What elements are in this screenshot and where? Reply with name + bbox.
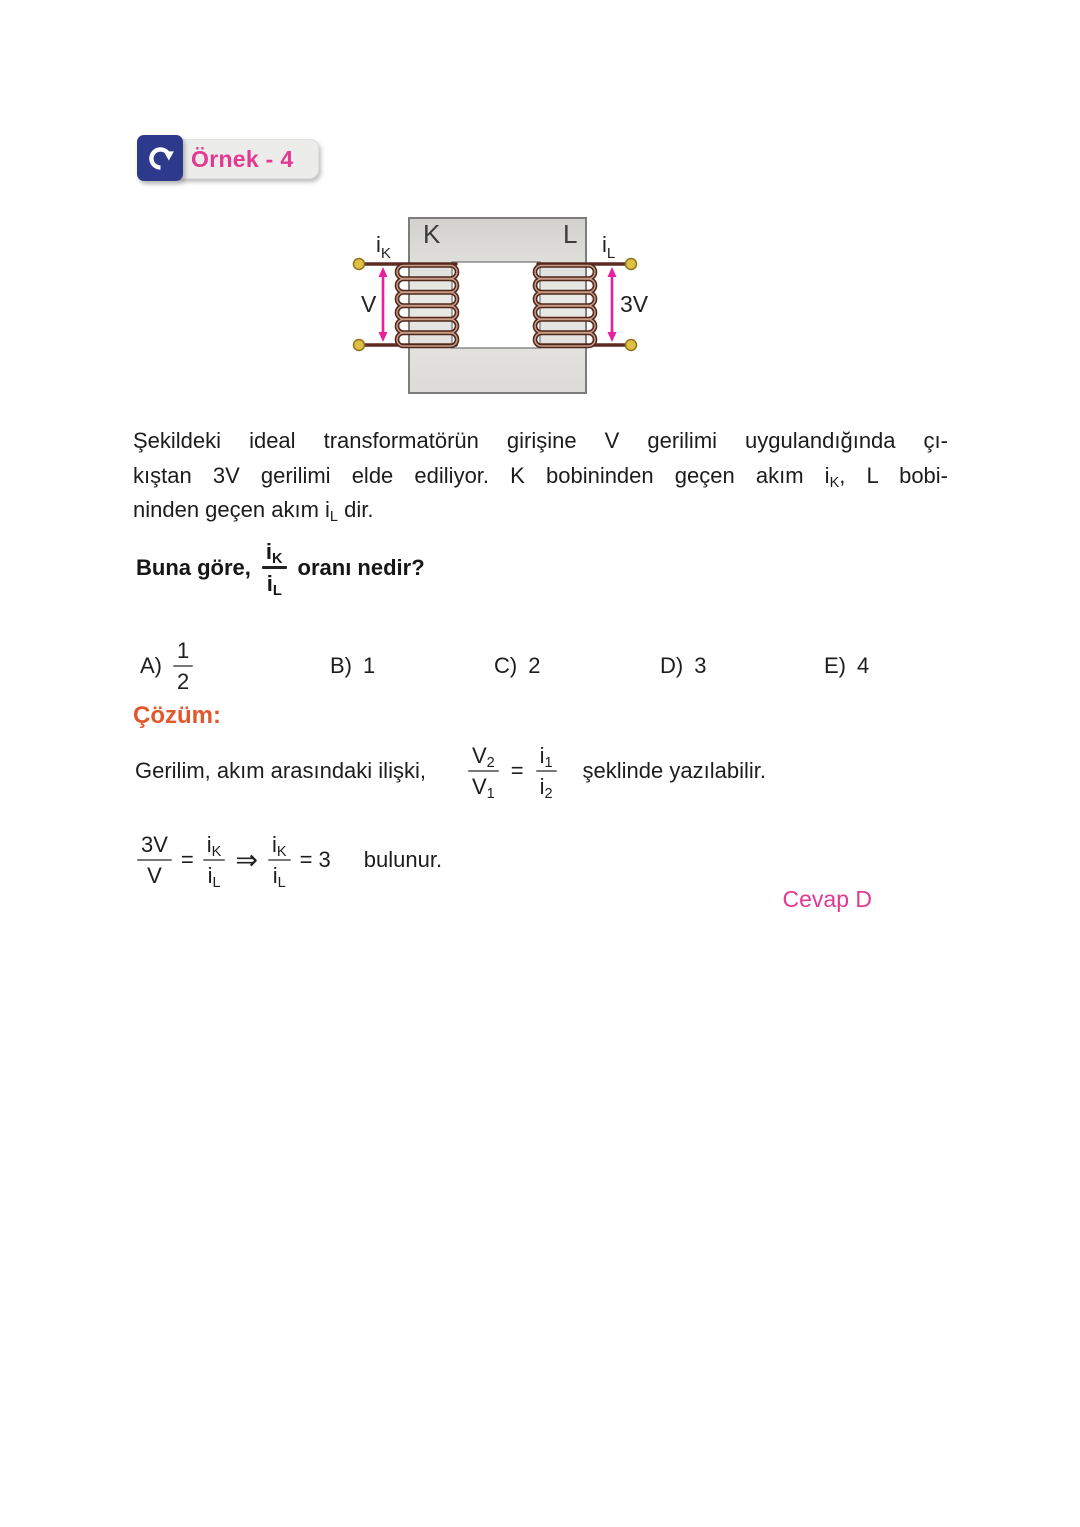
problem-line-1: Şekildeki ideal transformatörün girişine V gerilimi uygulandığında çı-: [133, 428, 948, 453]
option-letter: E): [824, 653, 846, 678]
option-letter: C): [494, 653, 518, 678]
question-suffix: oranı nedir?: [297, 554, 425, 580]
current-label-right: $i_L$: [602, 232, 616, 262]
terminal-dot: [354, 340, 365, 351]
current-label-left: $i_K$: [376, 232, 391, 262]
voltage-arrow-left: [379, 267, 388, 342]
example-badge-label: Örnek - 4: [191, 145, 294, 172]
ratio-fraction-current: $\frac{i_K}{i_L}$: [203, 833, 226, 888]
relation-fraction-voltage: $\frac{V_2}{V_1}$: [468, 744, 499, 799]
coil-label-l: L: [563, 219, 578, 249]
solution-outro: şeklinde yazılabilir.: [582, 758, 766, 783]
coil-label-k: K: [423, 219, 441, 249]
terminal-dot: [626, 340, 637, 351]
secondary-coil: [535, 266, 595, 347]
core-window: [452, 262, 540, 348]
voltage-label-left: V: [361, 291, 377, 317]
ratio-fraction-voltage: $\frac{3V}{V}$: [137, 833, 172, 888]
problem-line-2: kıştan 3V gerilimi elde ediliyor. K bobininden geçen akım $i_K$, L bobi-: [133, 462, 948, 491]
terminal-dot: [626, 259, 637, 270]
answer-label: Cevap D: [782, 886, 872, 912]
equals-sign: =: [510, 758, 524, 783]
option-value: 3: [694, 653, 707, 678]
question-fraction: $\frac{i_K}{i_L}$: [262, 540, 287, 595]
option-value: 2: [528, 653, 541, 678]
option-letter: B): [330, 653, 352, 678]
option-value: 4: [857, 653, 870, 678]
solution-intro: Gerilim, akım arasındaki ilişki,: [135, 758, 426, 783]
voltage-label-right: 3V: [620, 291, 649, 317]
transformer-diagram: [340, 195, 660, 410]
option-e: [824, 636, 869, 696]
question-text: [136, 539, 425, 600]
solution-heading: Çözüm:: [133, 702, 221, 729]
option-letter: D): [660, 653, 684, 678]
primary-coil: [397, 266, 457, 347]
refresh-icon: [146, 144, 175, 173]
option-b: [330, 636, 375, 696]
option-d: [660, 636, 706, 696]
question-prefix: Buna göre,: [136, 554, 251, 580]
implies-arrow-icon: ⇒: [235, 844, 258, 875]
option-letter: A): [140, 653, 162, 678]
example-badge: [137, 135, 332, 185]
option-value: 1: [363, 653, 376, 678]
relation-fraction-current: $\frac{i_1}{i_2}$: [536, 744, 557, 799]
result-value: = 3: [299, 847, 331, 872]
option-a-fraction: $\frac{1}{2}$: [173, 639, 193, 694]
example-badge-icon-box: [137, 135, 183, 181]
voltage-arrow-right: [608, 267, 617, 342]
equals-sign: =: [180, 847, 194, 872]
result-word: bulunur.: [363, 847, 443, 872]
solution-step-1: [135, 740, 766, 802]
option-a: [140, 636, 193, 696]
problem-text: [133, 424, 948, 528]
solution-step-2: [137, 828, 442, 892]
problem-line-3: ninden geçen akım $i_L$ dir.: [133, 497, 374, 526]
result-fraction-current: $\frac{i_K}{i_L}$: [268, 833, 291, 888]
option-c: [494, 636, 540, 696]
terminal-dot: [354, 259, 365, 270]
